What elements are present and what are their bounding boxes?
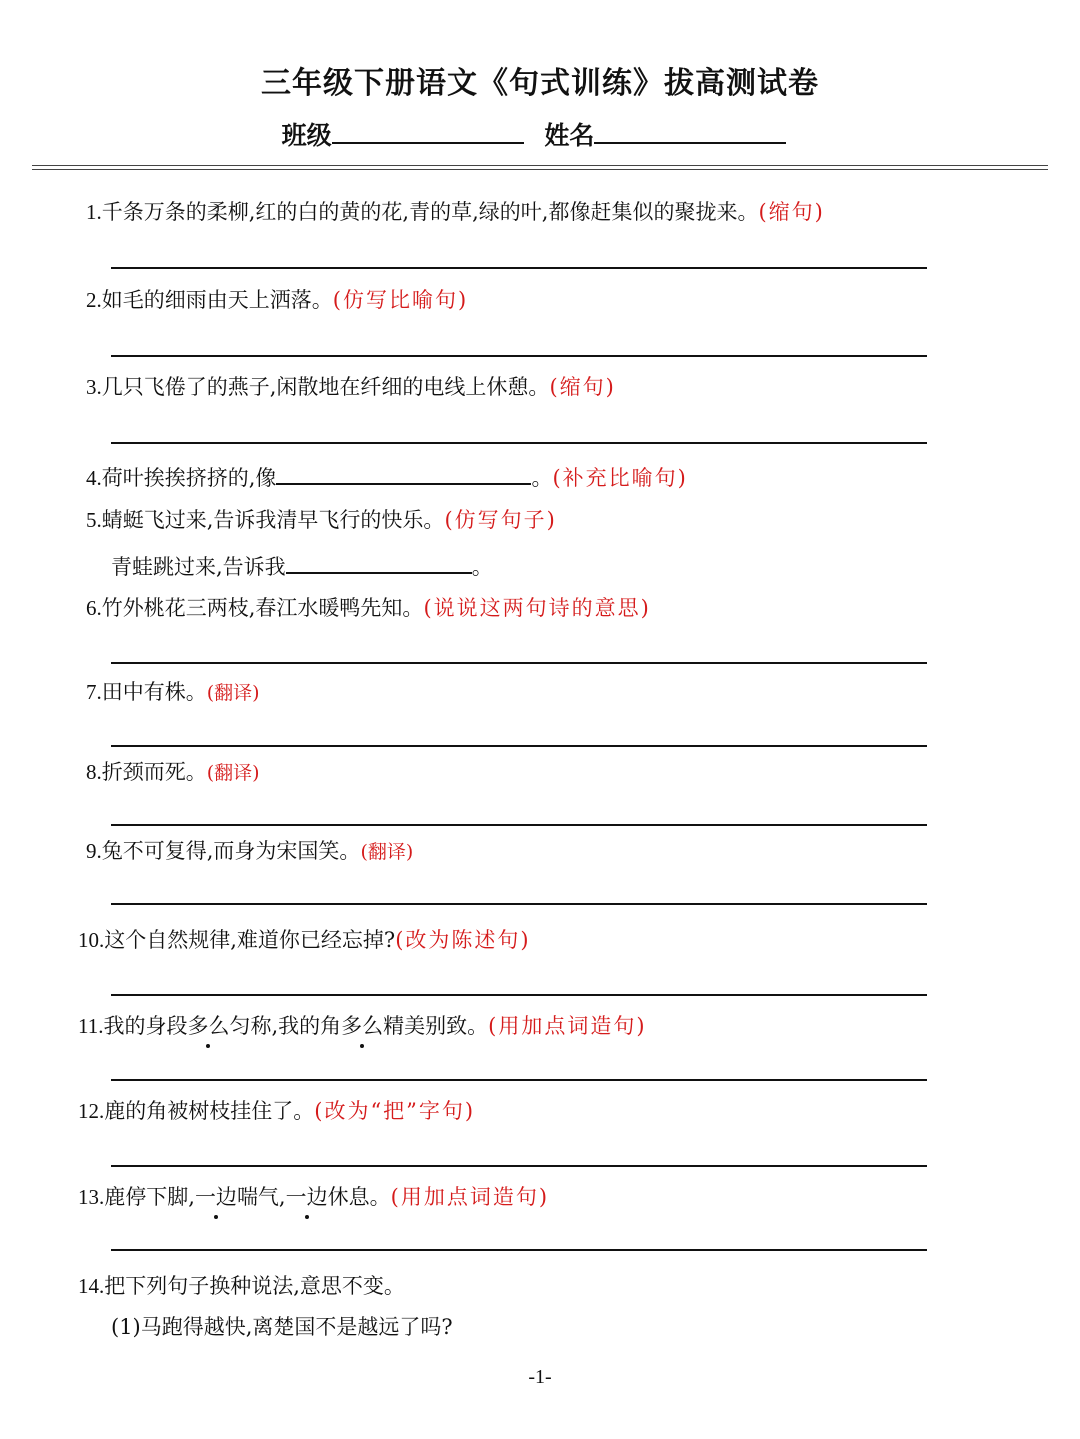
- question-text: 千条万条的柔柳,红的白的黄的花,青的草,绿的叶,都像赶集似的聚拢来。: [101, 200, 759, 224]
- question-instruction: (仿写句子): [444, 508, 557, 532]
- question-number: 2.: [86, 288, 102, 312]
- question-number: 3.: [86, 375, 102, 399]
- fill-blank[interactable]: [286, 550, 472, 574]
- question-12: [78, 1097, 475, 1125]
- question-11: [78, 1012, 647, 1040]
- question-text: 鹿的角被树枝挂住了。: [104, 1099, 315, 1123]
- page-title: 三年级下册语文《句式训练》拔高测试卷: [261, 66, 819, 101]
- question-5-sub: [111, 550, 493, 581]
- question-instruction: (用加点词造句): [488, 1014, 647, 1038]
- question-text: 田中有株。: [101, 680, 207, 704]
- question-14: [78, 1272, 405, 1300]
- question-text: 我的身段: [103, 1014, 188, 1038]
- answer-line[interactable]: [111, 994, 927, 996]
- question-number: 6.: [86, 596, 102, 620]
- question-number: 13.: [78, 1185, 105, 1209]
- question-instruction: (翻译): [206, 682, 260, 704]
- question-number: 8.: [86, 760, 102, 784]
- question-text: 荷叶挨挨挤挤的,像: [101, 466, 277, 490]
- question-6: [86, 594, 651, 622]
- question-number: 7.: [86, 680, 102, 704]
- question-text: 这个自然规律,难道你已经忘掉?: [104, 928, 396, 952]
- class-label: 班级: [281, 121, 332, 150]
- question-instruction: (翻译): [360, 841, 414, 863]
- answer-line[interactable]: [111, 824, 927, 826]
- answer-line[interactable]: [111, 1249, 927, 1251]
- answer-line[interactable]: [111, 1165, 927, 1167]
- answer-line[interactable]: [111, 745, 927, 747]
- name-row: [0, 116, 1080, 152]
- question-text: 匀称,我的角: [229, 1014, 342, 1038]
- question-13: [78, 1183, 549, 1211]
- question-subtext: 青蛙跳过来,告诉我: [111, 555, 286, 579]
- question-text: 休息。: [327, 1185, 391, 1209]
- question-text-tail: 。: [471, 555, 493, 579]
- question-number: 12.: [78, 1099, 105, 1123]
- question-text: 精美别致。: [383, 1014, 489, 1038]
- question-instruction: (补充比喻句): [552, 466, 688, 490]
- answer-line[interactable]: [111, 662, 927, 664]
- question-text: 兔不可复得,而身为宋国笑。: [101, 839, 361, 863]
- class-blank[interactable]: [332, 116, 524, 144]
- question-number: 14.: [78, 1274, 105, 1298]
- question-instruction: (仿写比喻句): [332, 288, 469, 312]
- question-instruction: (改为陈述句): [395, 928, 531, 952]
- question-1: [86, 198, 825, 226]
- question-7: [86, 678, 260, 707]
- question-text-tail: 。: [531, 466, 553, 490]
- question-text: 竹外桃花三两枝,春江水暖鸭先知。: [101, 596, 424, 620]
- question-instruction: (用加点词造句): [390, 1185, 550, 1209]
- header-divider: [32, 165, 1048, 166]
- question-number: 9.: [86, 839, 102, 863]
- question-instruction: (说说这两句诗的意思): [423, 596, 651, 620]
- question-text: 把下列句子换种说法,意思不变。: [104, 1274, 405, 1298]
- question-number: 10.: [78, 928, 105, 952]
- dotted-word: 一边: [285, 1185, 328, 1209]
- question-4: [86, 461, 688, 492]
- question-2: [86, 286, 468, 314]
- question-number: 4.: [86, 466, 102, 490]
- question-5: [86, 506, 557, 534]
- question-text: 蜻蜓飞过来,告诉我清早飞行的快乐。: [101, 508, 445, 532]
- question-text: 鹿停下脚,: [104, 1185, 195, 1209]
- question-instruction: (翻译): [206, 762, 260, 784]
- question-10: [78, 926, 531, 954]
- question-3: [86, 373, 616, 401]
- answer-line[interactable]: [111, 355, 927, 357]
- question-number: 11.: [78, 1014, 104, 1038]
- page-number: -1-: [528, 1366, 552, 1388]
- question-14-sub: [111, 1313, 453, 1341]
- question-8: [86, 758, 260, 787]
- question-instruction: (缩句): [758, 200, 825, 224]
- question-text: 几只飞倦了的燕子,闲散地在纤细的电线上休憩。: [101, 375, 550, 399]
- question-instruction: (缩句): [549, 375, 616, 399]
- question-number: 5.: [86, 508, 102, 532]
- answer-line[interactable]: [111, 442, 927, 444]
- name-blank[interactable]: [594, 116, 786, 144]
- question-text: 如毛的细雨由天上洒落。: [101, 288, 333, 312]
- name-label: 姓名: [544, 121, 595, 150]
- header-divider: [32, 169, 1048, 170]
- question-number: 1.: [86, 200, 102, 224]
- question-text: 喘气,: [236, 1185, 286, 1209]
- answer-line[interactable]: [111, 267, 927, 269]
- dotted-word: 一边: [194, 1185, 237, 1209]
- fill-blank[interactable]: [276, 461, 531, 485]
- question-9: [86, 837, 413, 866]
- dotted-word: 多么: [187, 1014, 230, 1038]
- answer-line[interactable]: [111, 1079, 927, 1081]
- dotted-word: 多么: [341, 1014, 384, 1038]
- question-subtext: (1)马跑得越快,离楚国不是越远了吗?: [111, 1315, 453, 1339]
- answer-line[interactable]: [111, 903, 927, 905]
- question-instruction: (改为“把”字句): [314, 1099, 476, 1123]
- question-text: 折颈而死。: [101, 760, 207, 784]
